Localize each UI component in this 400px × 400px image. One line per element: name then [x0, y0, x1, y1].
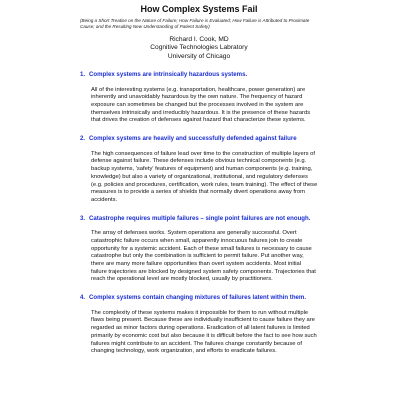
author-block	[80, 36, 318, 61]
section-number: 2.	[80, 135, 86, 143]
section-heading-text: Complex systems contain changing mixtures of failures latent within them.	[89, 294, 307, 302]
section-body: The array of defenses works. System operations are generally successful. Overt catastrophic failure occurs when small, apparently innocuous failures join to create opportunity for a systemic accident. Each of these small failures is necessary to cause catastrophe but only the combination is sufficient to permit failure. Put another way, there are many more failure opportunities than overt system accidents. Most initial failure trajectories are blocked by designed system safety components. Trajectories that reach the operational level are mostly blocked, usually by practitioners.	[91, 230, 316, 283]
section-heading	[80, 135, 318, 143]
section-heading	[80, 71, 318, 79]
section-body: The complexity of these systems makes it impossible for them to run without multiple flaws being present. Because these are individually insufficient to cause failure they are regarded as minor factors during operations. Eradication of all latent failures is limited primarily by economic cost but also because it is difficult before the fact to see how such failures might contribute to an accident. The failures change constantly because of changing technology, work organization, and efforts to eradicate failures.	[91, 309, 317, 355]
document-title: How Complex Systems Fail	[140, 4, 258, 14]
section-body: All of the interesting systems (e.g. transportation, healthcare, power generation) are inherently and unavoidably hazardous by the own nature. The frequency of hazard exposure can sometimes be changed but the processes involved in the system are themselves intrinsically and irreducibly hazardous. It is the presence of these hazards that drives the creation of defenses against hazard that characterize these systems.	[91, 86, 311, 124]
section-body: The high consequences of failure lead over time to the construction of multiple layers of defense against failure. These defenses include obvious technical components (e.g. backup systems, 'safety' features of equipment) and human components (e.g. training, knowledge) but also a variety of organizational, institutional, and regulatory defenses (e.g. policies and procedures, certification, work rules, team training). The effect of these measures is to provide a series of shields that normally divert operations away from accidents.	[91, 150, 318, 203]
section-number: 4.	[80, 294, 86, 302]
section-heading-text: Complex systems are heavily and successfully defended against failure	[89, 135, 297, 143]
section-heading-text: Complex systems are intrinsically hazardous systems.	[89, 71, 248, 79]
author-lab: Cognitive Technologies Labratory	[150, 44, 248, 52]
document-subtitle: (Being a Short Treatise on the Nature of Failure; How Failure is Evaluated; How Failure is Attributed to Proximate Cause; and the Resulting New Understanding of Patient Safety)	[80, 18, 310, 30]
section-heading	[80, 294, 318, 302]
section-1	[80, 71, 318, 125]
author-name: Richard I. Cook, MD	[169, 35, 229, 43]
section-3	[80, 215, 318, 285]
section-heading-text: Catastrophe requires multiple failures – single point failures are not enough.	[89, 214, 311, 222]
section-4	[80, 294, 318, 356]
section-number: 3.	[80, 214, 86, 222]
author-institution: University of Chicago	[167, 52, 231, 60]
section-number: 1.	[80, 71, 86, 79]
section-heading	[80, 215, 318, 223]
section-2	[80, 135, 318, 205]
